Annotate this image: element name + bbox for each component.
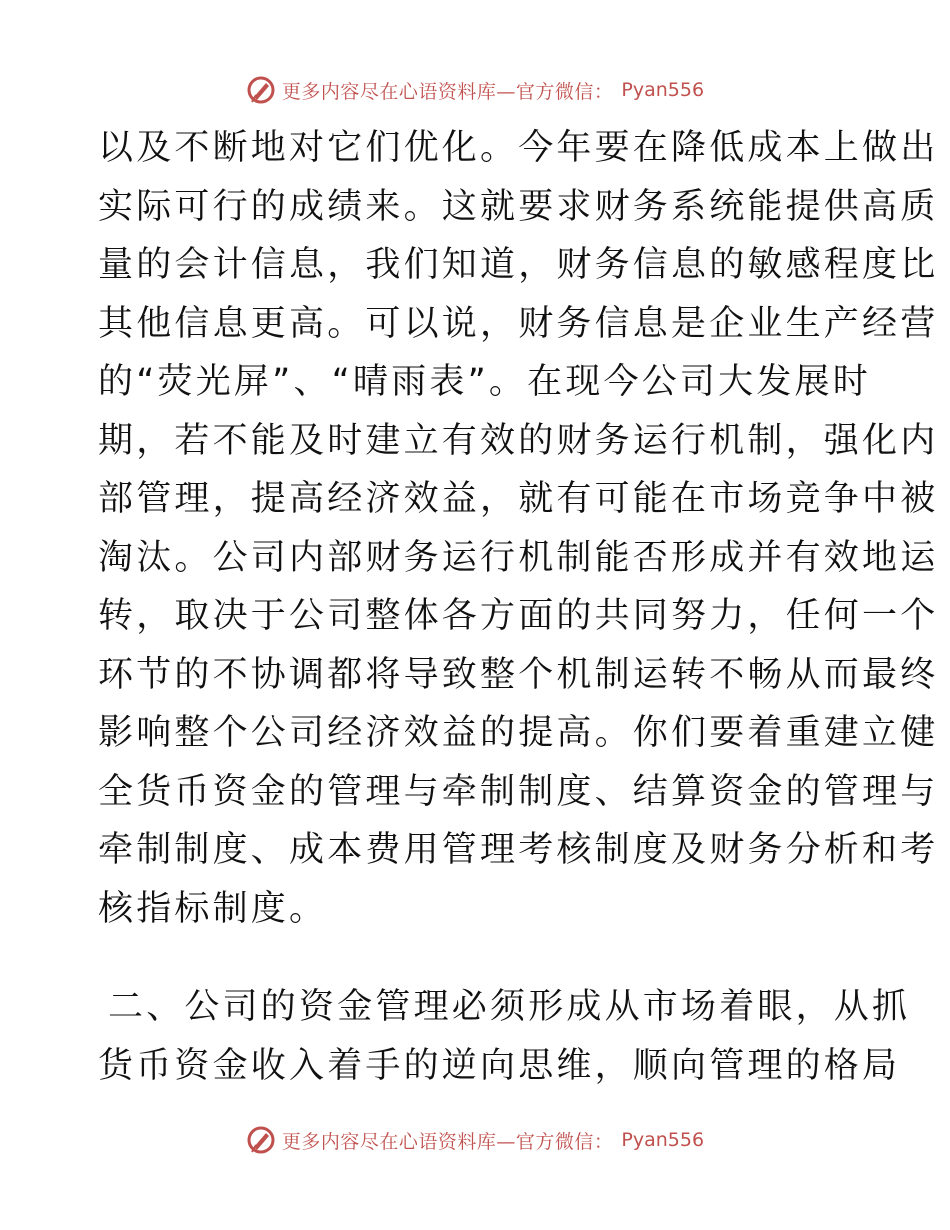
section-heading-line: 二、公司的资金管理必须形成从市场着眼，从抓: [108, 987, 911, 1027]
watermark-text: 更多内容尽在心语资料库—官方微信：: [281, 1130, 614, 1153]
header-watermark: [0, 72, 950, 108]
body-line: 期，若不能及时建立有效的财务运行机制，强化内: [98, 420, 939, 461]
body-line: 部管理，提高经济效益，就有可能在市场竞争中被: [98, 479, 939, 519]
footer-watermark: [0, 1122, 950, 1158]
body-line: 量的会计信息，我们知道，财务信息的敏感程度比: [98, 245, 939, 285]
watermark-text: 更多内容尽在心语资料库—官方微信：: [281, 80, 614, 103]
body-line: 其他信息更高。可以说，财务信息是企业生产经营: [98, 303, 939, 344]
body-line: 全货币资金的管理与牵制制度、结算资金的管理与: [98, 771, 939, 812]
body-line: 淘汰。公司内部财务运行机制能否形成并有效地运: [98, 537, 939, 578]
section-heading-line: 货币资金收入着手的逆向思维，顺向管理的格局: [98, 1045, 901, 1086]
body-line: 环节的不协调都将导致整个机制运转不畅从而最终: [98, 654, 939, 695]
paragraph-spacer: [98, 938, 850, 978]
body-line: 牵制制度、成本费用管理考核制度及财务分析和考: [98, 830, 939, 870]
body-line: 实际可行的成绩来。这就要求财务系统能提供高质: [98, 186, 939, 227]
watermark-wechat-id: Pyan556: [621, 1129, 705, 1151]
quill-logo-icon: [246, 1125, 276, 1155]
document-body: [98, 119, 939, 1095]
body-line: 转，取决于公司整体各方面的共同努力，任何一个: [98, 596, 939, 636]
body-line: 的“荧光屏”、“晴雨表”。在现今公司大发展时: [98, 362, 871, 402]
body-line: 以及不断地对它们优化。今年要在降低成本上做出: [98, 128, 939, 168]
quill-logo-icon: [246, 75, 276, 105]
body-line: 影响整个公司经济效益的提高。你们要着重建立健: [98, 713, 939, 753]
body-line: 核指标制度。: [98, 888, 328, 929]
watermark-wechat-id: Pyan556: [621, 79, 705, 101]
